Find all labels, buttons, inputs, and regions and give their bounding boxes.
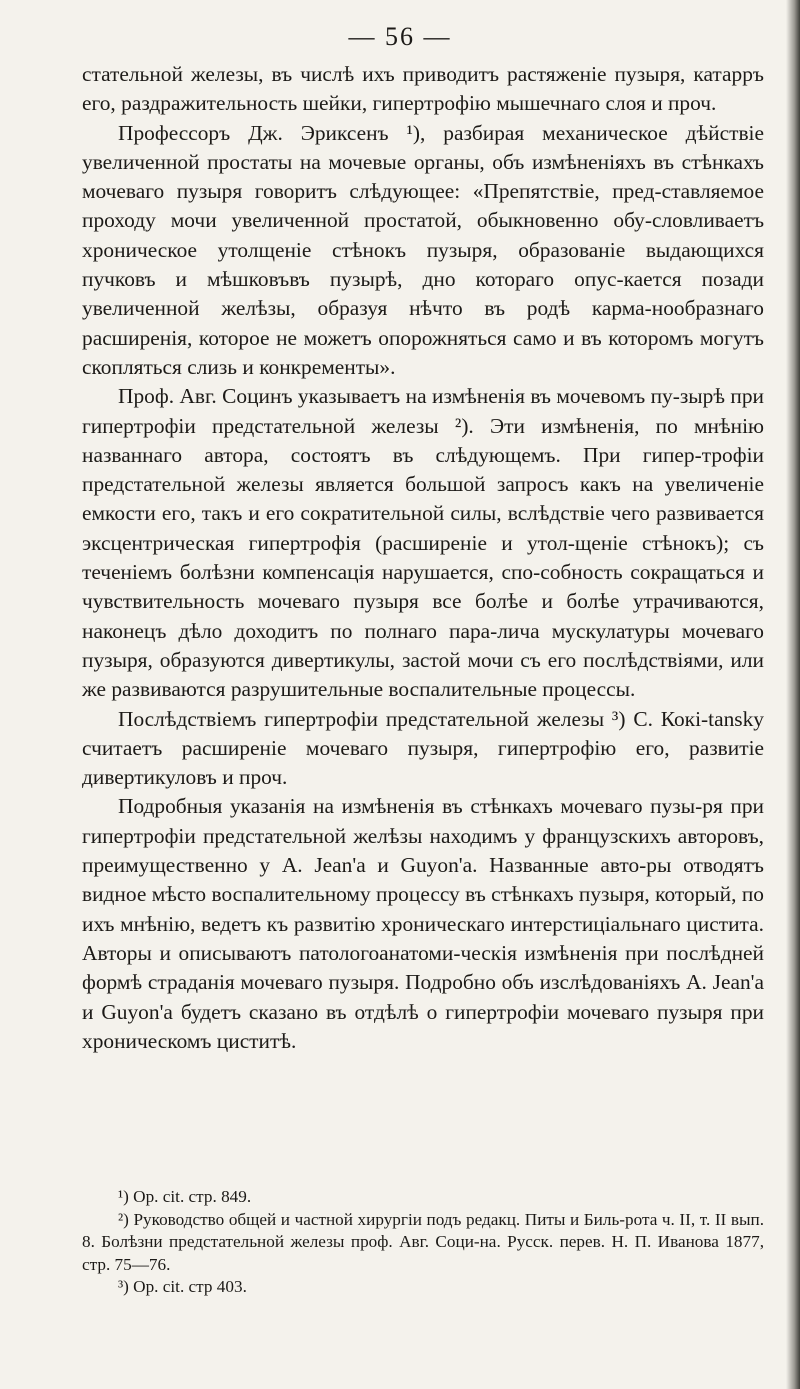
paragraph: Проф. Авг. Социнъ указываетъ на измѣненія въ мочевомъ пу-зырѣ при гипертрофіи предстательной железы ²). Эти измѣненія, по мнѣнію названнаго автора, состоятъ въ слѣдующемъ. При гипер-трофіи предстательной железы является большой запросъ какъ на увеличеніе емкости его, такъ и его сократительной силы, вслѣдствіе чего развивается эксцентрическая гипертрофія (расширеніе и утол-щеніе стѣнокъ); съ теченіемъ болѣзни компенсація нарушается, спо-собность сокращаться и чувствительность мочеваго пузыря все болѣе и болѣе утрачиваются, наконецъ дѣло доходитъ по полнаго пара-лича мускулатуры мочеваго пузыря, образуются дивертикулы, застой мочи съ его послѣдствіями, или же развиваются разрушительные воспалительные процессы. [82, 384, 764, 702]
paragraph: Послѣдствіемъ гипертрофіи предстательной железы ³) С. Кокі-tanskу считаетъ расширеніе мочеваго пузыря, гипертрофію его, развитіе дивертикуловъ и проч. [82, 706, 764, 790]
footnote: ¹) Op. cit. стр. 849. [118, 1187, 252, 1206]
footnotes [82, 1186, 764, 1299]
paragraph: Профессоръ Дж. Эриксенъ ¹), разбирая механическое дѣйствіе увеличенной простаты на мочевые органы, объ измѣненіяхъ въ стѣнкахъ мочеваго пузыря говоритъ слѣдующее: «Препятствіе, пред-ставляемое проходу мочи увеличенной простатой, обыкновенно обу-словливаетъ хроническое утолщеніе стѣнокъ пузыря, образованіе выдающихся пучковъ и мѣшковъвъ пузырѣ, дно котораго опус-кается позади увеличенной желѣзы, образуя нѣчто въ родѣ карма-нообразнаго расширенія, которое не можетъ опорожняться само и въ которомъ могутъ скопляться слизь и конкременты». [82, 120, 764, 379]
paragraph: стательной железы, въ числѣ ихъ приводитъ растяженіе пузыря, катарръ его, раздражительность шейки, гипертрофію мышечнаго слоя и проч. [82, 62, 764, 116]
page-number: — 56 — [348, 22, 452, 51]
footnote: ²) Руководство общей и частной хирургіи подъ редакц. Питы и Биль-рота ч. II, т. II вып. 8. Болѣзни предстательной железы проф. Авг. Соци-на. Русск. перев. Н. П. Иванова 1877, стр. 75—76. [82, 1209, 764, 1274]
main-text [82, 60, 764, 1056]
paragraph: Подробныя указанія на измѣненія въ стѣнкахъ мочеваго пузы-ря при гипертрофіи предстательной желѣзы находимъ у французскихъ авторовъ, преимущественно у A. Jean'а и Guyon'а. Названные авто-ры отводятъ видное мѣсто воспалительному процессу въ стѣнкахъ пузыря, который, по ихъ мнѣнію, ведетъ къ развитію хроническаго интерстиціальнаго цистита. Авторы и описываютъ патологоанатоми-ческія измѣненія при послѣдней формѣ страданія мочеваго пузыря. Подробно объ изслѣдованіяхъ A. Jean'а и Guyon'а будетъ сказано въ отдѣлѣ о гипертрофіи мочеваго пузыря при хроническомъ циститѣ. [82, 794, 764, 1053]
page-edge-shadow [786, 0, 800, 1389]
footnote: ³) Op. cit. стр 403. [118, 1277, 247, 1296]
